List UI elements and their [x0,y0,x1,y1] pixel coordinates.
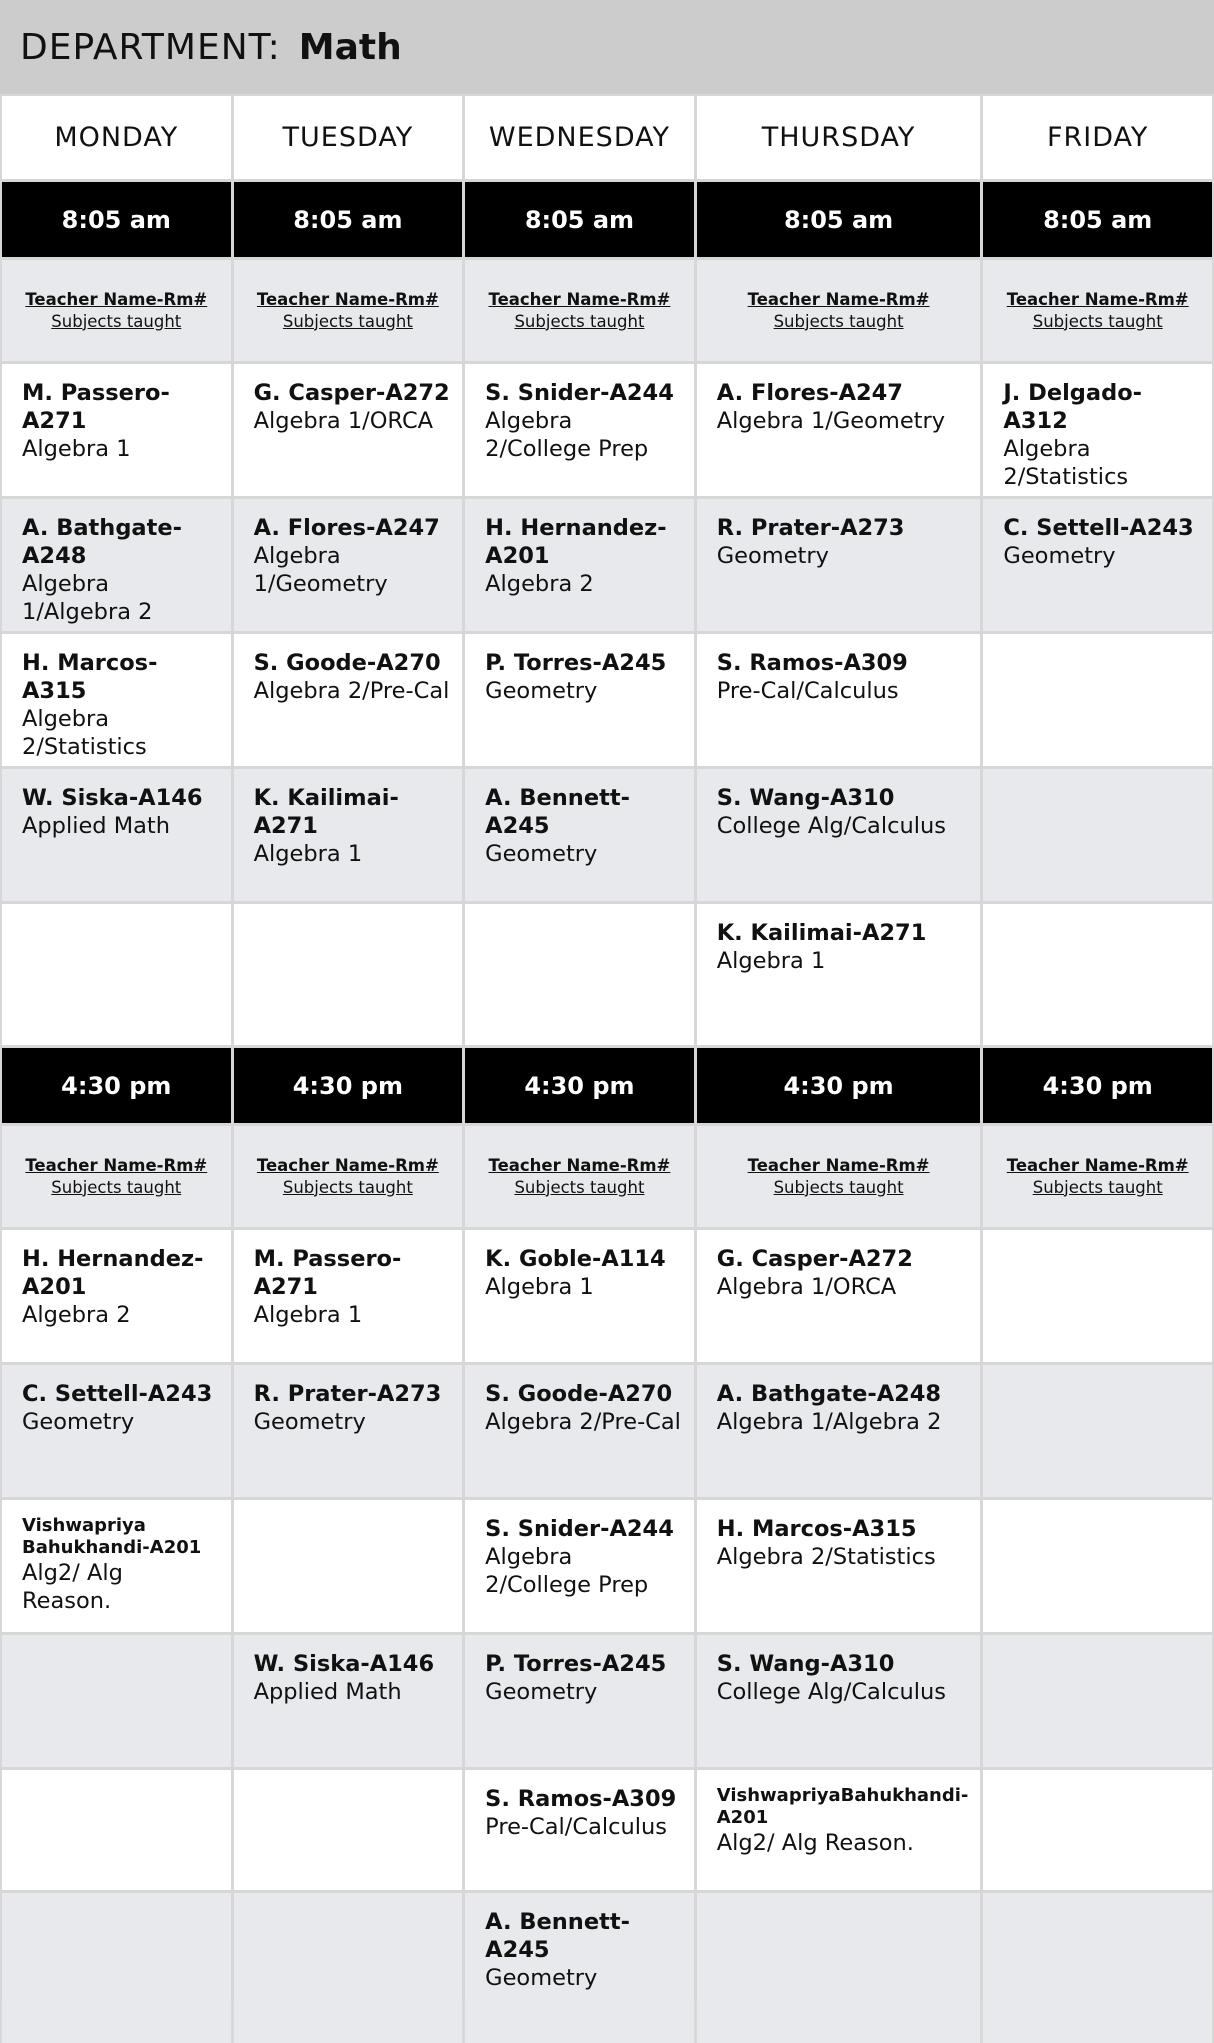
session-time: 8:05 am [465,182,694,257]
legend-subjects: Subjects taught [51,311,182,331]
empty-slot [2,1770,231,1890]
teacher-entry [465,1770,694,1890]
legend-subjects: Subjects taught [773,311,904,331]
subject-taught: Algebra 1/Algebra 2 [22,571,153,625]
teacher-name-room: A. Bathgate-A248 [22,515,182,569]
subject-taught: Algebra 2/College Prep [485,408,649,462]
empty-slot [234,1500,463,1632]
department-header [0,0,1214,94]
column-legend [234,260,463,361]
teacher-entry [465,1635,694,1767]
empty-slot [983,1365,1212,1497]
teacher-name-room: K. Goble-A114 [485,1246,666,1272]
teacher-name-room: VishwapriyaBahukhandi-A201 [716,1785,969,1828]
teacher-entry [697,769,981,901]
teacher-entry [697,1500,981,1632]
session-time: 4:30 pm [983,1048,1212,1123]
subject-taught: Pre-Cal/Calculus [485,1814,667,1840]
subject-taught: Algebra 1/Geometry [716,408,946,434]
teacher-name-room: C. Settell-A243 [22,1381,213,1407]
column-legend [465,260,694,361]
teacher-entry [697,1635,981,1767]
teacher-entry [234,1635,463,1767]
session-time: 4:30 pm [234,1048,463,1123]
teacher-entry [983,364,1212,496]
teacher-name-room: H. Hernandez-A201 [485,515,667,569]
teacher-name-room: A. Flores-A247 [253,515,440,541]
legend-teacher-room: Teacher Name-Rm# [747,1155,930,1175]
subject-taught: Geometry [485,678,598,704]
teacher-entry [465,1893,694,2043]
subject-taught: Algebra 2/Statistics [22,706,147,760]
teacher-name-room: M. Passero-A271 [22,380,170,434]
subject-taught: Algebra 2/Statistics [716,1544,936,1570]
teacher-entry [2,769,231,901]
subject-taught: Algebra 2/Pre-Cal [253,678,450,704]
teacher-entry [234,364,463,496]
teacher-name-room: J. Delgado-A312 [1003,380,1142,434]
column-legend [2,1126,231,1227]
teacher-entry [234,1365,463,1497]
legend-teacher-room: Teacher Name-Rm# [488,1155,671,1175]
teacher-entry [465,1500,694,1632]
teacher-name-room: S. Goode-A270 [253,650,441,676]
subject-taught: Algebra 1 [716,948,826,974]
empty-slot [234,1893,463,2043]
column-legend [465,1126,694,1227]
empty-slot [983,1893,1212,2043]
session-time: 8:05 am [234,182,463,257]
schedule-grid [0,94,1214,2000]
teacher-name-room: P. Torres-A245 [485,1651,667,1677]
day-header: THURSDAY [697,96,981,179]
session-time: 4:30 pm [2,1048,231,1123]
teacher-entry [465,634,694,766]
subject-taught: Alg2/ Alg Reason. [22,1560,123,1614]
teacher-name-room: S. Ramos-A309 [716,650,908,676]
subject-taught: Algebra 1/ORCA [716,1274,897,1300]
empty-slot [234,1770,463,1890]
empty-slot [2,1635,231,1767]
department-label: DEPARTMENT: [20,26,281,68]
subject-taught: Algebra 1/ORCA [253,408,434,434]
teacher-entry [465,364,694,496]
teacher-entry [2,1500,231,1632]
subject-taught: Algebra 1 [253,841,363,867]
day-header: MONDAY [2,96,231,179]
teacher-name-room: H. Marcos-A315 [716,1516,917,1542]
teacher-name-room: A. Bennett-A245 [485,1909,630,1963]
session-time: 8:05 am [983,182,1212,257]
subject-taught: Algebra 1/Algebra 2 [716,1409,942,1435]
session-time: 8:05 am [2,182,231,257]
teacher-entry [983,499,1212,631]
legend-teacher-room: Teacher Name-Rm# [1006,289,1189,309]
legend-subjects: Subjects taught [282,311,413,331]
teacher-name-room: W. Siska-A146 [22,785,203,811]
teacher-entry [697,904,981,1045]
teacher-name-room: K. Kailimai-A271 [716,920,927,946]
subject-taught: Applied Math [22,813,171,839]
teacher-entry [2,499,231,631]
subject-taught: Geometry [1003,543,1116,569]
empty-slot [465,904,694,1045]
legend-subjects: Subjects taught [514,311,645,331]
teacher-name-room: S. Snider-A244 [485,380,674,406]
teacher-entry [697,364,981,496]
teacher-entry [697,499,981,631]
department-name: Math [298,26,402,68]
legend-teacher-room: Teacher Name-Rm# [25,289,208,309]
subject-taught: Alg2/ Alg Reason. [716,1830,914,1856]
day-header: FRIDAY [983,96,1212,179]
teacher-name-room: C. Settell-A243 [1003,515,1194,541]
teacher-entry [234,634,463,766]
session-time: 8:05 am [697,182,981,257]
empty-slot [983,1635,1212,1767]
teacher-name-room: Vishwapriya Bahukhandi-A201 [22,1515,202,1558]
teacher-entry [465,1230,694,1362]
legend-subjects: Subjects taught [514,1177,645,1197]
empty-slot [983,1230,1212,1362]
session-time: 4:30 pm [465,1048,694,1123]
teacher-entry [465,499,694,631]
teacher-name-room: S. Ramos-A309 [485,1786,677,1812]
subject-taught: Algebra 2/Statistics [1003,436,1129,490]
column-legend [983,1126,1212,1227]
teacher-entry [234,769,463,901]
subject-taught: Algebra 1 [485,1274,594,1300]
teacher-name-room: A. Bennett-A245 [485,785,630,839]
teacher-name-room: A. Bathgate-A248 [716,1381,942,1407]
subject-taught: Algebra 1 [22,436,131,462]
teacher-entry [2,1365,231,1497]
column-legend [234,1126,463,1227]
day-header: TUESDAY [234,96,463,179]
empty-slot [983,634,1212,766]
empty-slot [2,904,231,1045]
legend-teacher-room: Teacher Name-Rm# [488,289,671,309]
teacher-entry [2,1230,231,1362]
subject-taught: Algebra 2/College Prep [485,1544,649,1598]
teacher-entry [697,1365,981,1497]
teacher-entry [2,364,231,496]
teacher-name-room: S. Wang-A310 [716,785,895,811]
subject-taught: Geometry [485,1965,598,1991]
teacher-name-room: W. Siska-A146 [253,1651,435,1677]
teacher-entry [2,634,231,766]
subject-taught: Pre-Cal/Calculus [716,678,899,704]
column-legend [2,260,231,361]
legend-teacher-room: Teacher Name-Rm# [747,289,930,309]
column-legend [983,260,1212,361]
legend-teacher-room: Teacher Name-Rm# [256,289,439,309]
teacher-name-room: S. Wang-A310 [716,1651,895,1677]
subject-taught: College Alg/Calculus [716,813,946,839]
legend-subjects: Subjects taught [773,1177,904,1197]
day-header: WEDNESDAY [465,96,694,179]
subject-taught: Algebra 2 [485,571,594,597]
teacher-name-room: P. Torres-A245 [485,650,667,676]
teacher-name-room: K. Kailimai-A271 [253,785,399,839]
subject-taught: Algebra 2/Pre-Cal [485,1409,681,1435]
teacher-name-room: M. Passero-A271 [253,1246,402,1300]
legend-teacher-room: Teacher Name-Rm# [256,1155,439,1175]
subject-taught: Algebra 2 [22,1302,131,1328]
legend-subjects: Subjects taught [1032,311,1163,331]
teacher-entry [465,1365,694,1497]
teacher-name-room: R. Prater-A273 [716,515,905,541]
subject-taught: Algebra 1/Geometry [253,543,388,597]
empty-slot [983,769,1212,901]
column-legend [697,1126,981,1227]
teacher-entry [234,499,463,631]
legend-teacher-room: Teacher Name-Rm# [25,1155,208,1175]
column-legend [697,260,981,361]
subject-taught: Algebra 1 [253,1302,363,1328]
teacher-name-room: G. Casper-A272 [253,380,450,406]
teacher-entry [697,634,981,766]
subject-taught: College Alg/Calculus [716,1679,946,1705]
teacher-name-room: A. Flores-A247 [716,380,903,406]
empty-slot [2,1893,231,2043]
teacher-name-room: S. Snider-A244 [485,1516,674,1542]
subject-taught: Applied Math [253,1679,402,1705]
teacher-name-room: H. Hernandez-A201 [22,1246,204,1300]
empty-slot [983,1770,1212,1890]
subject-taught: Geometry [485,841,598,867]
empty-slot [983,904,1212,1045]
session-time: 4:30 pm [697,1048,981,1123]
teacher-entry [234,1230,463,1362]
empty-slot [697,1893,981,2043]
subject-taught: Geometry [716,543,829,569]
teacher-name-room: S. Goode-A270 [485,1381,673,1407]
teacher-entry [697,1230,981,1362]
legend-subjects: Subjects taught [51,1177,182,1197]
subject-taught: Geometry [485,1679,598,1705]
legend-subjects: Subjects taught [282,1177,413,1197]
legend-teacher-room: Teacher Name-Rm# [1006,1155,1189,1175]
empty-slot [234,904,463,1045]
subject-taught: Geometry [22,1409,135,1435]
teacher-name-room: G. Casper-A272 [716,1246,913,1272]
empty-slot [983,1500,1212,1632]
subject-taught: Geometry [253,1409,366,1435]
teacher-name-room: H. Marcos-A315 [22,650,158,704]
teacher-entry [465,769,694,901]
teacher-name-room: R. Prater-A273 [253,1381,442,1407]
teacher-entry [697,1770,981,1890]
legend-subjects: Subjects taught [1032,1177,1163,1197]
